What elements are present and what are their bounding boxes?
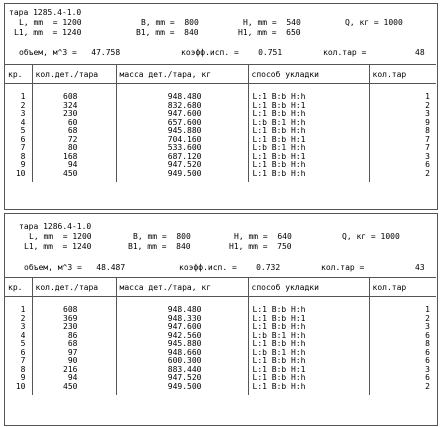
cell-method: L:1 B:b H:1 [248, 102, 369, 111]
cell-kr: 2 [5, 102, 32, 111]
cell-kr: 2 [5, 315, 32, 324]
header-qty: кол.дет./тара [32, 65, 116, 84]
cell-count: 2 [425, 100, 430, 110]
cell-method: L:1 B:b H:h [248, 110, 369, 119]
cell-method: L:1 B:b H:h [248, 170, 369, 183]
cell-kr: 4 [5, 332, 32, 341]
cell-mass: 533.600 [116, 144, 248, 153]
cell-count: 3 [425, 109, 430, 118]
cell-count: 2 [425, 168, 430, 178]
header-mass: масса дет./тара, кг [116, 65, 248, 84]
table-row [5, 84, 436, 102]
header-qty: кол.дет./тара [32, 278, 116, 297]
volume-summary: объем, м^3 = 47.758 [19, 48, 121, 57]
param-L: L, mm = 1200 [29, 232, 92, 241]
count-label: кол.тар = [321, 263, 365, 272]
cell-count: 8 [425, 339, 430, 348]
table-row [5, 170, 436, 183]
cell-qty: 230 [32, 323, 116, 332]
table-row [5, 383, 436, 396]
koef-summary: коэфф.исп. = 0.751 [181, 48, 283, 57]
cell-method: L:1 B:b H:h [248, 340, 369, 349]
cell-kr: 9 [5, 374, 32, 383]
cell-method: L:1 B:b H:1 [248, 315, 369, 324]
cell-kr: 1 [5, 84, 32, 102]
table-row [5, 297, 436, 315]
cell-method: L:1 B:b H:h [248, 374, 369, 383]
container-title: тара 1286.4-1.0 [19, 222, 92, 231]
cell-method: L:1 B:b H:h [248, 161, 369, 170]
cell-kr: 4 [5, 119, 32, 128]
cell-qty: 450 [32, 170, 116, 183]
cell-count: 3 [425, 364, 430, 374]
param-H1: H1, mm = 750 [229, 242, 292, 251]
volume-summary: объем, м^3 = 48.487 [24, 263, 126, 272]
variants-table [5, 277, 436, 395]
header-mass: масса дет./тара, кг [116, 278, 248, 297]
cell-qty: 608 [32, 297, 116, 315]
param-B1: B1, mm = 840 [136, 28, 199, 37]
param-L1: L1, mm = 1240 [24, 242, 92, 251]
cell-mass: 948.330 [116, 315, 248, 324]
count-value: 48 [415, 48, 425, 57]
param-H: H, mm = 540 [243, 18, 301, 27]
param-B1: B1, mm = 840 [128, 242, 191, 251]
cell-mass: 945.880 [116, 340, 248, 349]
cell-method: L:1 B:b H:h [248, 84, 369, 102]
table-header-row [5, 278, 436, 297]
cell-method: L:1 B:b H:1 [248, 136, 369, 145]
cell-qty: 324 [32, 102, 116, 111]
cell-mass: 949.500 [116, 383, 248, 396]
cell-qty: 97 [32, 349, 116, 358]
param-H: H, mm = 640 [234, 232, 292, 241]
container-title: тара 1285.4-1.0 [9, 8, 82, 17]
header-count: кол.тар [369, 65, 436, 84]
cell-kr: 1 [5, 297, 32, 315]
param-Q: Q, кг = 1000 [342, 232, 400, 241]
cell-count: 3 [425, 151, 430, 161]
param-L1: L1, mm = 1240 [14, 28, 82, 37]
cell-count: 6 [425, 347, 430, 357]
param-Q: Q, кг = 1000 [345, 18, 403, 27]
cell-count: 1 [425, 92, 430, 101]
cell-kr: 3 [5, 323, 32, 332]
cell-qty: 60 [32, 119, 116, 128]
cell-method: L:1 B:b H:h [248, 323, 369, 332]
cell-qty: 68 [32, 127, 116, 136]
cell-mass: 947.520 [116, 161, 248, 170]
cell-method: L:1 B:b H:h [248, 297, 369, 315]
count-value: 43 [415, 263, 425, 272]
cell-method: L:b B:1 H:h [248, 144, 369, 153]
block-header [5, 4, 437, 64]
cell-qty: 168 [32, 153, 116, 162]
table-header-row [5, 65, 436, 84]
header-kr: кр. [5, 278, 32, 297]
count-label: кол.тар = [323, 48, 367, 57]
cell-qty: 94 [32, 161, 116, 170]
cell-mass: 687.120 [116, 153, 248, 162]
cell-kr: 7 [5, 357, 32, 366]
cell-count: 8 [425, 126, 430, 135]
cell-qty: 450 [32, 383, 116, 396]
header-count: кол.тар [369, 278, 436, 297]
param-L: L, mm = 1200 [19, 18, 82, 27]
cell-method: L:b B:1 H:h [248, 332, 369, 341]
cell-kr: 5 [5, 340, 32, 349]
cell-mass: 600.300 [116, 357, 248, 366]
block-header [5, 214, 437, 277]
cell-method: L:1 B:b H:h [248, 383, 369, 396]
cell-count: 9 [425, 117, 430, 127]
cell-qty: 608 [32, 84, 116, 102]
cell-qty: 80 [32, 144, 116, 153]
cell-qty: 72 [32, 136, 116, 145]
cell-kr: 8 [5, 366, 32, 375]
cell-count: 7 [425, 134, 430, 144]
cell-mass: 947.520 [116, 374, 248, 383]
cell-mass: 948.660 [116, 349, 248, 358]
cell-mass: 947.600 [116, 110, 248, 119]
container-block-1 [4, 3, 438, 210]
cell-mass: 883.440 [116, 366, 248, 375]
cell-count: 7 [425, 143, 430, 152]
cell-count: 6 [425, 356, 430, 365]
cell-qty: 230 [32, 110, 116, 119]
cell-kr: 10 [5, 383, 32, 396]
cell-qty: 94 [32, 374, 116, 383]
cell-kr: 5 [5, 127, 32, 136]
cell-mass: 832.680 [116, 102, 248, 111]
variants-table [5, 64, 436, 182]
param-B: B, mm = 800 [133, 232, 191, 241]
param-H1: H1, mm = 650 [238, 28, 301, 37]
koef-summary: коэфф.исп. = 0.732 [179, 263, 281, 272]
cell-count: 6 [425, 330, 430, 340]
cell-kr: 3 [5, 110, 32, 119]
cell-mass: 657.600 [116, 119, 248, 128]
cell-count: 2 [425, 313, 430, 323]
cell-count: 6 [425, 160, 430, 169]
cell-method: L:1 B:b H:1 [248, 366, 369, 375]
container-block-2 [4, 213, 438, 426]
cell-qty: 369 [32, 315, 116, 324]
cell-qty: 68 [32, 340, 116, 349]
cell-kr: 9 [5, 161, 32, 170]
cell-count: 3 [425, 322, 430, 331]
param-B: B, mm = 800 [141, 18, 199, 27]
cell-count: 2 [425, 381, 430, 391]
cell-mass: 948.480 [116, 297, 248, 315]
cell-kr: 10 [5, 170, 32, 183]
cell-method: L:b B:1 H:h [248, 119, 369, 128]
cell-mass: 704.160 [116, 136, 248, 145]
cell-kr: 6 [5, 349, 32, 358]
cell-kr: 7 [5, 144, 32, 153]
cell-method: L:1 B:b H:1 [248, 153, 369, 162]
cell-count: 1 [425, 305, 430, 314]
cell-method: L:1 B:b H:h [248, 127, 369, 136]
cell-method: L:b B:1 H:h [248, 349, 369, 358]
header-method: способ укладки [248, 278, 369, 297]
cell-mass: 942.560 [116, 332, 248, 341]
cell-kr: 8 [5, 153, 32, 162]
cell-qty: 90 [32, 357, 116, 366]
cell-qty: 86 [32, 332, 116, 341]
cell-count: 6 [425, 373, 430, 382]
header-method: способ укладки [248, 65, 369, 84]
header-kr: кр. [5, 65, 32, 84]
cell-qty: 216 [32, 366, 116, 375]
cell-method: L:1 B:b H:h [248, 357, 369, 366]
cell-mass: 947.600 [116, 323, 248, 332]
cell-mass: 948.480 [116, 84, 248, 102]
cell-kr: 6 [5, 136, 32, 145]
cell-mass: 945.880 [116, 127, 248, 136]
cell-mass: 949.500 [116, 170, 248, 183]
